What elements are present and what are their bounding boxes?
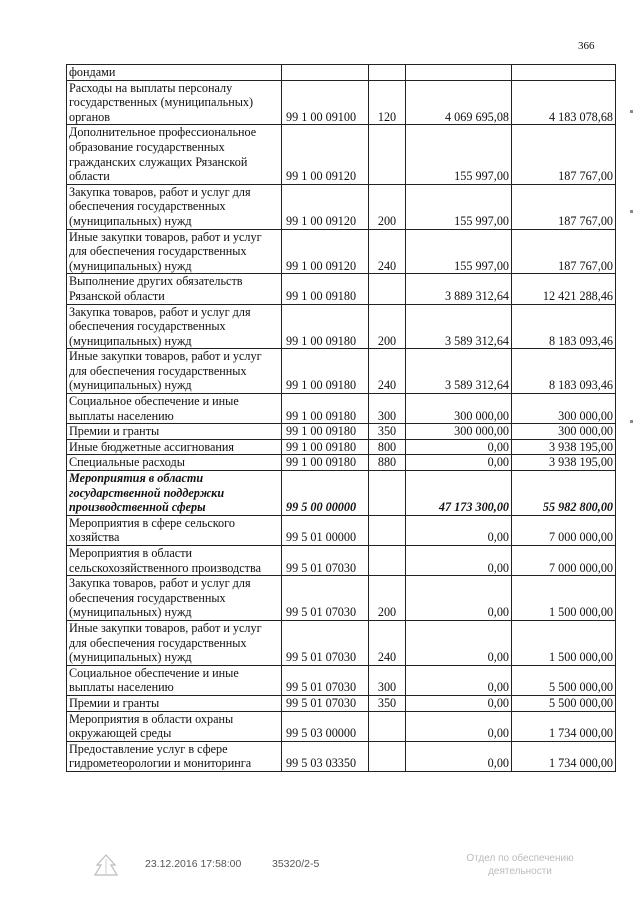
row-code-cell bbox=[282, 65, 369, 81]
table-row bbox=[67, 576, 616, 621]
table-row bbox=[67, 471, 616, 516]
row-name-cell: Мероприятия в сфере сельского хозяйства bbox=[67, 515, 282, 545]
row-sum-2017-cell: 300 000,00 bbox=[512, 424, 616, 440]
row-sum-2017-cell: 55 982 800,00 bbox=[512, 471, 616, 516]
row-code-cell: 99 5 01 00000 bbox=[282, 515, 369, 545]
row-name-cell: Расходы на выплаты персоналу государственных (муниципальных) органов bbox=[67, 80, 282, 125]
row-sum-2017-cell: 5 500 000,00 bbox=[512, 695, 616, 711]
row-sum-2016-cell: 0,00 bbox=[406, 546, 512, 576]
row-name-cell: фондами bbox=[67, 65, 282, 81]
row-sum-2017-cell: 300 000,00 bbox=[512, 394, 616, 424]
scan-mark bbox=[630, 210, 633, 213]
row-sum-2016-cell: 3 589 312,64 bbox=[406, 349, 512, 394]
row-vr-cell: 880 bbox=[369, 455, 406, 471]
row-vr-cell: 200 bbox=[369, 304, 406, 349]
table-row bbox=[67, 515, 616, 545]
row-name-cell: Специальные расходы bbox=[67, 455, 282, 471]
row-sum-2017-cell: 1 500 000,00 bbox=[512, 576, 616, 621]
row-sum-2016-cell: 0,00 bbox=[406, 665, 512, 695]
stamp bbox=[440, 852, 600, 878]
row-name-cell: Предоставление услуг в сфере гидрометеорологии и мониторинга bbox=[67, 741, 282, 771]
row-sum-2016-cell: 0,00 bbox=[406, 455, 512, 471]
row-name-cell: Дополнительное профессиональное образование государственных гражданских служащих Рязанской области bbox=[67, 125, 282, 184]
table-row bbox=[67, 304, 616, 349]
row-code-cell: 99 1 00 09120 bbox=[282, 229, 369, 274]
row-sum-2017-cell: 187 767,00 bbox=[512, 229, 616, 274]
row-sum-2016-cell: 155 997,00 bbox=[406, 125, 512, 184]
table-row bbox=[67, 229, 616, 274]
row-vr-cell bbox=[369, 515, 406, 545]
row-name-cell: Закупка товаров, работ и услуг для обеспечения государственных (муниципальных) нужд bbox=[67, 184, 282, 229]
row-sum-2016-cell: 0,00 bbox=[406, 620, 512, 665]
row-code-cell: 99 5 03 00000 bbox=[282, 711, 369, 741]
row-sum-2017-cell: 4 183 078,68 bbox=[512, 80, 616, 125]
row-name-cell: Иные закупки товаров, работ и услуг для обеспечения государственных (муниципальных) нужд bbox=[67, 229, 282, 274]
row-code-cell: 99 1 00 09180 bbox=[282, 439, 369, 455]
row-code-cell: 99 1 00 09180 bbox=[282, 455, 369, 471]
row-code-cell: 99 5 01 07030 bbox=[282, 576, 369, 621]
emblem-icon bbox=[93, 853, 119, 879]
row-sum-2016-cell: 155 997,00 bbox=[406, 229, 512, 274]
row-vr-cell: 120 bbox=[369, 80, 406, 125]
table-row bbox=[67, 394, 616, 424]
row-code-cell: 99 5 03 03350 bbox=[282, 741, 369, 771]
row-sum-2017-cell: 1 734 000,00 bbox=[512, 711, 616, 741]
row-code-cell: 99 5 01 07030 bbox=[282, 620, 369, 665]
row-code-cell: 99 5 01 07030 bbox=[282, 546, 369, 576]
row-vr-cell bbox=[369, 125, 406, 184]
row-sum-2016-cell: 0,00 bbox=[406, 711, 512, 741]
footer-datetime: 23.12.2016 17:58:00 bbox=[145, 858, 242, 870]
table-row bbox=[67, 665, 616, 695]
row-sum-2017-cell: 187 767,00 bbox=[512, 184, 616, 229]
row-name-cell: Иные закупки товаров, работ и услуг для обеспечения государственных (муниципальных) нужд bbox=[67, 620, 282, 665]
row-sum-2016-cell: 3 889 312,64 bbox=[406, 274, 512, 304]
row-code-cell: 99 1 00 09180 bbox=[282, 274, 369, 304]
footer-doc-id: 35320/2-5 bbox=[272, 858, 320, 870]
row-code-cell: 99 1 00 09180 bbox=[282, 424, 369, 440]
row-vr-cell bbox=[369, 741, 406, 771]
row-sum-2017-cell: 7 000 000,00 bbox=[512, 546, 616, 576]
row-sum-2016-cell: 0,00 bbox=[406, 576, 512, 621]
row-vr-cell: 300 bbox=[369, 394, 406, 424]
row-name-cell: Премии и гранты bbox=[67, 424, 282, 440]
row-sum-2016-cell: 3 589 312,64 bbox=[406, 304, 512, 349]
row-vr-cell: 350 bbox=[369, 695, 406, 711]
row-name-cell: Социальное обеспечение и иные выплаты населению bbox=[67, 394, 282, 424]
table-row bbox=[67, 65, 616, 81]
row-name-cell: Мероприятия в области охраны окружающей среды bbox=[67, 711, 282, 741]
table-row bbox=[67, 274, 616, 304]
row-vr-cell: 200 bbox=[369, 576, 406, 621]
row-sum-2016-cell: 300 000,00 bbox=[406, 394, 512, 424]
stamp-line-2: деятельности bbox=[488, 866, 552, 877]
row-name-cell: Мероприятия в области сельскохозяйственного производства bbox=[67, 546, 282, 576]
table-row bbox=[67, 125, 616, 184]
row-code-cell: 99 1 00 09100 bbox=[282, 80, 369, 125]
row-code-cell: 99 1 00 09120 bbox=[282, 125, 369, 184]
row-sum-2016-cell: 0,00 bbox=[406, 695, 512, 711]
row-code-cell: 99 5 00 00000 bbox=[282, 471, 369, 516]
row-name-cell: Закупка товаров, работ и услуг для обеспечения государственных (муниципальных) нужд bbox=[67, 304, 282, 349]
row-sum-2017-cell bbox=[512, 65, 616, 81]
budget-table bbox=[66, 64, 616, 772]
scan-mark bbox=[630, 420, 633, 423]
scan-mark bbox=[630, 110, 633, 113]
row-vr-cell: 240 bbox=[369, 349, 406, 394]
row-sum-2017-cell: 187 767,00 bbox=[512, 125, 616, 184]
row-sum-2017-cell: 3 938 195,00 bbox=[512, 455, 616, 471]
table-row bbox=[67, 711, 616, 741]
table-row bbox=[67, 349, 616, 394]
table-row bbox=[67, 455, 616, 471]
table-row bbox=[67, 546, 616, 576]
row-code-cell: 99 1 00 09180 bbox=[282, 394, 369, 424]
row-sum-2017-cell: 1 500 000,00 bbox=[512, 620, 616, 665]
row-vr-cell: 800 bbox=[369, 439, 406, 455]
row-vr-cell bbox=[369, 65, 406, 81]
page-number: 366 bbox=[578, 40, 595, 52]
row-code-cell: 99 5 01 07030 bbox=[282, 665, 369, 695]
row-sum-2017-cell: 7 000 000,00 bbox=[512, 515, 616, 545]
row-name-cell: Выполнение других обязательств Рязанской области bbox=[67, 274, 282, 304]
row-vr-cell: 240 bbox=[369, 229, 406, 274]
stamp-line-1: Отдел по обеспечению bbox=[466, 853, 574, 864]
row-sum-2016-cell: 155 997,00 bbox=[406, 184, 512, 229]
table-row bbox=[67, 741, 616, 771]
table-row bbox=[67, 695, 616, 711]
row-sum-2016-cell: 0,00 bbox=[406, 515, 512, 545]
row-name-cell: Социальное обеспечение и иные выплаты населению bbox=[67, 665, 282, 695]
row-sum-2017-cell: 8 183 093,46 bbox=[512, 349, 616, 394]
row-sum-2017-cell: 5 500 000,00 bbox=[512, 665, 616, 695]
row-vr-cell: 240 bbox=[369, 620, 406, 665]
table-row bbox=[67, 184, 616, 229]
row-code-cell: 99 1 00 09120 bbox=[282, 184, 369, 229]
row-sum-2017-cell: 8 183 093,46 bbox=[512, 304, 616, 349]
row-sum-2016-cell: 0,00 bbox=[406, 741, 512, 771]
row-code-cell: 99 1 00 09180 bbox=[282, 349, 369, 394]
row-name-cell: Иные бюджетные ассигнования bbox=[67, 439, 282, 455]
row-code-cell: 99 5 01 07030 bbox=[282, 695, 369, 711]
row-vr-cell bbox=[369, 546, 406, 576]
row-sum-2016-cell: 0,00 bbox=[406, 439, 512, 455]
row-sum-2017-cell: 3 938 195,00 bbox=[512, 439, 616, 455]
row-sum-2017-cell: 1 734 000,00 bbox=[512, 741, 616, 771]
row-name-cell: Премии и гранты bbox=[67, 695, 282, 711]
table-row bbox=[67, 424, 616, 440]
row-vr-cell bbox=[369, 274, 406, 304]
row-name-cell: Закупка товаров, работ и услуг для обеспечения государственных (муниципальных) нужд bbox=[67, 576, 282, 621]
row-sum-2017-cell: 12 421 288,46 bbox=[512, 274, 616, 304]
row-sum-2016-cell: 4 069 695,08 bbox=[406, 80, 512, 125]
row-name-cell: Иные закупки товаров, работ и услуг для обеспечения государственных (муниципальных) нужд bbox=[67, 349, 282, 394]
table-row bbox=[67, 439, 616, 455]
row-vr-cell: 200 bbox=[369, 184, 406, 229]
row-vr-cell: 300 bbox=[369, 665, 406, 695]
row-vr-cell bbox=[369, 711, 406, 741]
row-sum-2016-cell bbox=[406, 65, 512, 81]
row-vr-cell: 350 bbox=[369, 424, 406, 440]
row-vr-cell bbox=[369, 471, 406, 516]
table-row bbox=[67, 620, 616, 665]
row-sum-2016-cell: 300 000,00 bbox=[406, 424, 512, 440]
row-sum-2016-cell: 47 173 300,00 bbox=[406, 471, 512, 516]
row-name-cell: Мероприятия в области государственной поддержки производственной сферы bbox=[67, 471, 282, 516]
row-code-cell: 99 1 00 09180 bbox=[282, 304, 369, 349]
table-row bbox=[67, 80, 616, 125]
